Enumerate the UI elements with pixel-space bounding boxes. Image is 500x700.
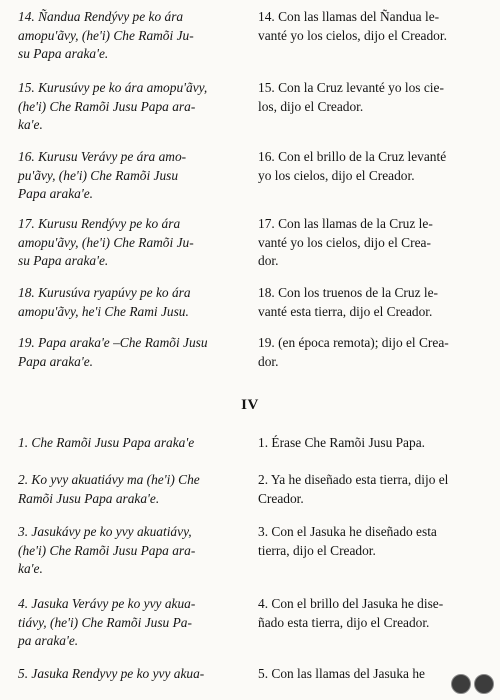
text-line: 18. Kurusúva ryapúvy pe ko ára xyxy=(18,285,191,300)
text-line: amopu'ãvy, (he'i) Che Ramõi Ju- xyxy=(18,234,194,250)
verse-16-spanish xyxy=(258,148,480,185)
text-line: 15. Kurusúvy pe ko ára amopu'ãvy, xyxy=(18,80,208,95)
text-line: 4. Jasuka Verávy pe ko yvy akua- xyxy=(18,596,196,611)
text-line: 2. Ya he diseñado esta tierra, dijo el xyxy=(258,472,449,487)
text-line: pa araka'e. xyxy=(18,633,79,649)
verse-14-spanish xyxy=(258,8,480,45)
watermark-badge-icon xyxy=(474,674,494,694)
text-line: 3. Jasukávy pe ko yvy akuatiávy, xyxy=(18,524,192,539)
text-line: Ramõi Jusu Papa araka'e. xyxy=(18,490,160,506)
text-line: yo los cielos, dijo el Creador. xyxy=(258,167,415,183)
text-line: Papa araka'e. xyxy=(18,353,94,369)
verse-1-spanish xyxy=(258,434,480,453)
text-line: vanté yo los cielos, dijo el Creador. xyxy=(258,27,447,43)
text-line: tierra, dijo el Creador. xyxy=(258,542,376,558)
verse-3-guarani xyxy=(18,523,240,579)
verse-2-guarani xyxy=(18,471,240,508)
text-line: amopu'ãvy, he'i Che Rami Jusu. xyxy=(18,303,189,319)
text-line: 5. Jasuka Rendyvy pe ko yvy akua- xyxy=(18,666,205,681)
verse-5-spanish xyxy=(258,665,480,684)
text-line: 14. Con las llamas del Ñandua le- xyxy=(258,9,440,24)
text-line: 3. Con el Jasuka he diseñado esta xyxy=(258,524,437,539)
text-line: pu'ãvy, (he'i) Che Ramõi Jusu xyxy=(18,167,179,183)
verse-4-guarani xyxy=(18,595,240,651)
text-line: 2. Ko yvy akuatiávy ma (he'i) Che xyxy=(18,472,200,487)
verse-18-guarani xyxy=(18,284,240,321)
text-line: 17. Kurusu Rendývy pe ko ára xyxy=(18,216,181,231)
text-line: Creador. xyxy=(258,490,304,506)
text-line: 16. Con el brillo de la Cruz levanté xyxy=(258,149,447,164)
text-line: 1. Érase Che Ramõi Jusu Papa. xyxy=(258,435,425,450)
text-line: 18. Con los truenos de la Cruz le- xyxy=(258,285,438,300)
verse-14-guarani xyxy=(18,8,240,64)
verse-4-spanish xyxy=(258,595,480,632)
text-line: vanté esta tierra, dijo el Creador. xyxy=(258,303,433,319)
text-line: 19. (en época remota); dijo el Crea- xyxy=(258,335,449,350)
verse-15-guarani xyxy=(18,79,240,135)
watermark-badge-icon xyxy=(451,674,471,694)
text-line: dor. xyxy=(258,253,279,269)
text-line: 17. Con las llamas de la Cruz le- xyxy=(258,216,433,231)
verse-16-guarani xyxy=(18,148,240,204)
text-line: los, dijo el Creador. xyxy=(258,98,364,114)
text-line: (he'i) Che Ramõi Jusu Papa ara- xyxy=(18,542,196,558)
text-line: ka'e. xyxy=(18,117,43,133)
verse-19-spanish xyxy=(258,334,480,371)
text-line: su Papa araka'e. xyxy=(18,46,109,62)
text-line: vanté yo los cielos, dijo el Crea- xyxy=(258,234,431,250)
text-line: (he'i) Che Ramõi Jusu Papa ara- xyxy=(18,98,196,114)
watermark-badges xyxy=(451,674,494,694)
verse-3-spanish xyxy=(258,523,480,560)
text-line: ka'e. xyxy=(18,561,43,577)
text-line: dor. xyxy=(258,353,279,369)
verse-15-spanish xyxy=(258,79,480,116)
text-line: ñado esta tierra, dijo el Creador. xyxy=(258,614,430,630)
verse-19-guarani xyxy=(18,334,240,371)
text-line: Papa araka'e. xyxy=(18,186,94,202)
text-line: 14. Ñandua Rendývy pe ko ára xyxy=(18,9,184,24)
text-line: 19. Papa araka'e –Che Ramõi Jusu xyxy=(18,335,208,350)
text-line: 4. Con el brillo del Jasuka he dise- xyxy=(258,596,444,611)
verse-1-guarani xyxy=(18,434,240,453)
verse-2-spanish xyxy=(258,471,480,508)
verse-17-spanish xyxy=(258,215,480,271)
verse-17-guarani xyxy=(18,215,240,271)
text-line: amopu'ãvy, (he'i) Che Ramõi Ju- xyxy=(18,27,194,43)
section-heading: IV xyxy=(241,397,259,413)
text-line: 15. Con la Cruz levanté yo los cie- xyxy=(258,80,444,95)
text-line: su Papa araka'e. xyxy=(18,253,109,269)
verse-5-guarani xyxy=(18,665,240,684)
text-line: 16. Kurusu Verávy pe ára amo- xyxy=(18,149,187,164)
text-line: 5. Con las llamas del Jasuka he xyxy=(258,666,425,681)
text-line: tiávy, (he'i) Che Ramõi Jusu Pa- xyxy=(18,614,192,630)
text-line: 1. Che Ramõi Jusu Papa araka'e xyxy=(18,435,195,450)
verse-18-spanish xyxy=(258,284,480,321)
